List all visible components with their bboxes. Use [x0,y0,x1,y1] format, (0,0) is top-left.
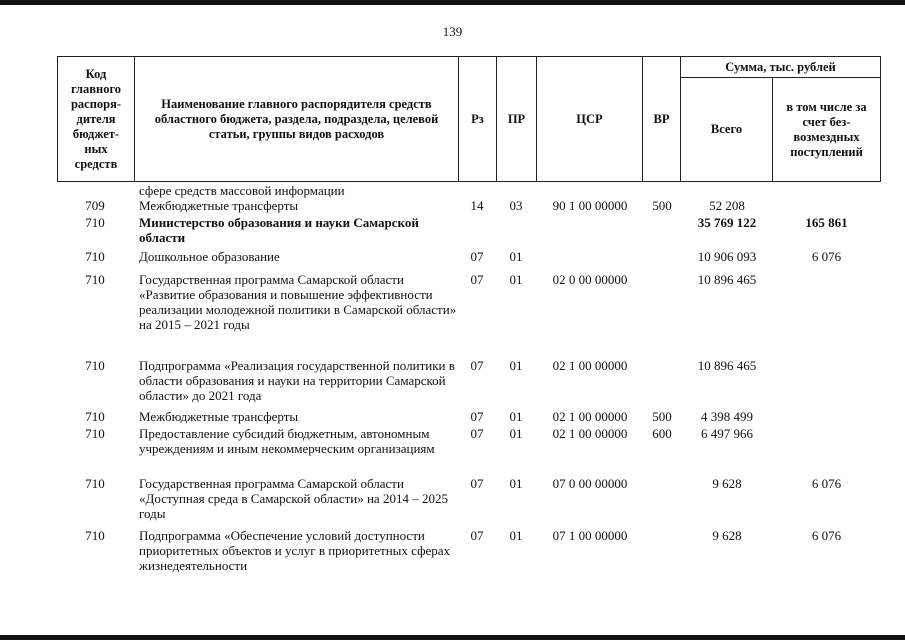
header-code: Код главного распоря-дителя бюджет-ных средств [58,57,135,182]
cell-rz: 07 [470,528,484,543]
cell-name: Государственная программа Самарской области «Развитие образования и повышение эффективности реализации молодежной политики в Самарской области» на 2015 – 2021 годы [139,272,457,332]
cell-total: 52 208 [709,198,745,213]
cell-code: 710 [85,215,105,230]
cell-name: Межбюджетные трансферты [139,409,299,424]
cell-code: 710 [85,528,105,543]
cell-code: 710 [85,476,105,491]
cell-name: Межбюджетные трансферты [139,198,299,213]
cell-csr: 02 1 00 00000 [552,426,628,441]
cell-rz: 14 [470,198,484,213]
cell-free: 6 076 [811,528,842,543]
cell-rz: 07 [470,358,484,373]
cell-code: 710 [85,409,105,424]
cell-rz: 07 [470,426,484,441]
cell-total: 35 769 122 [697,215,757,230]
cell-vr: 500 [652,409,672,424]
cell-total: 10 906 093 [697,249,757,264]
cell-vr: 600 [652,426,672,441]
cell-rz: 07 [470,249,484,264]
cell-free: 6 076 [811,476,842,491]
cell-code: 710 [85,358,105,373]
cell-pr: 03 [509,198,523,213]
cell-csr: 02 1 00 00000 [552,358,628,373]
cell-rz: 07 [470,409,484,424]
cell-pr: 01 [509,528,523,543]
cell-csr: 07 0 00 00000 [552,476,628,491]
header-rz: Рз [459,57,497,182]
cell-code: 710 [85,249,105,264]
cell-total: 9 628 [712,476,742,491]
cell-code: 709 [85,198,105,213]
cell-csr: 02 0 00 00000 [552,272,628,287]
cell-total: 6 497 966 [701,426,753,441]
cell-total: 9 628 [712,528,742,543]
header-pr: ПР [497,57,537,182]
header-name: Наименование главного распорядителя средств областного бюджета, раздела, подраздела, целевой статьи, группы видов расходов [135,57,459,182]
cell-pr: 01 [509,358,523,373]
cell-code: 710 [85,272,105,287]
cell-pr: 01 [509,409,523,424]
cell-csr: 90 1 00 00000 [552,198,628,213]
cell-total: 4 398 499 [701,409,753,424]
cell-free: 165 861 [805,215,848,230]
cell-pr: 01 [509,476,523,491]
cell-pr: 01 [509,249,523,264]
cell-name: Государственная программа Самарской области «Доступная среда в Самарской области» на 2014 – 2025 годы [139,476,448,521]
cell-name: Министерство образования и науки Самарской области [139,215,419,245]
cell-pr: 01 [509,426,523,441]
page-number: 139 [442,24,463,39]
cell-rz: 07 [470,476,484,491]
cell-name: Предоставление субсидий бюджетным, автономным учреждениям и иным некоммерческим организациям [139,426,435,456]
cell-name: Подпрограмма «Реализация государственной политики в области образования и науки на территории Самарской области» до 2021 года [139,358,455,403]
cell-name: Дошкольное образование [139,249,280,264]
header-vr: ВР [643,57,681,182]
header-csr: ЦСР [537,57,643,182]
cell-code: 710 [85,426,105,441]
cell-name: сфере средств массовой информации [139,183,345,198]
cell-total: 10 896 465 [697,272,757,287]
bottom-border [0,635,905,640]
cell-total: 10 896 465 [697,358,757,373]
header-free: в том числе за счет без-возмездных поступлений [773,78,881,182]
cell-vr: 500 [652,198,672,213]
cell-pr: 01 [509,272,523,287]
cell-free: 6 076 [811,249,842,264]
cell-csr: 07 1 00 00000 [552,528,628,543]
header-sum: Сумма, тыс. рублей [681,57,881,78]
top-border [0,0,905,5]
table-header [57,56,881,182]
cell-rz: 07 [470,272,484,287]
cell-csr: 02 1 00 00000 [552,409,628,424]
cell-name: Подпрограмма «Обеспечение условий доступности приоритетных объектов и услуг в приоритетных сферах жизнедеятельности [139,528,451,573]
header-total: Всего [681,78,773,182]
